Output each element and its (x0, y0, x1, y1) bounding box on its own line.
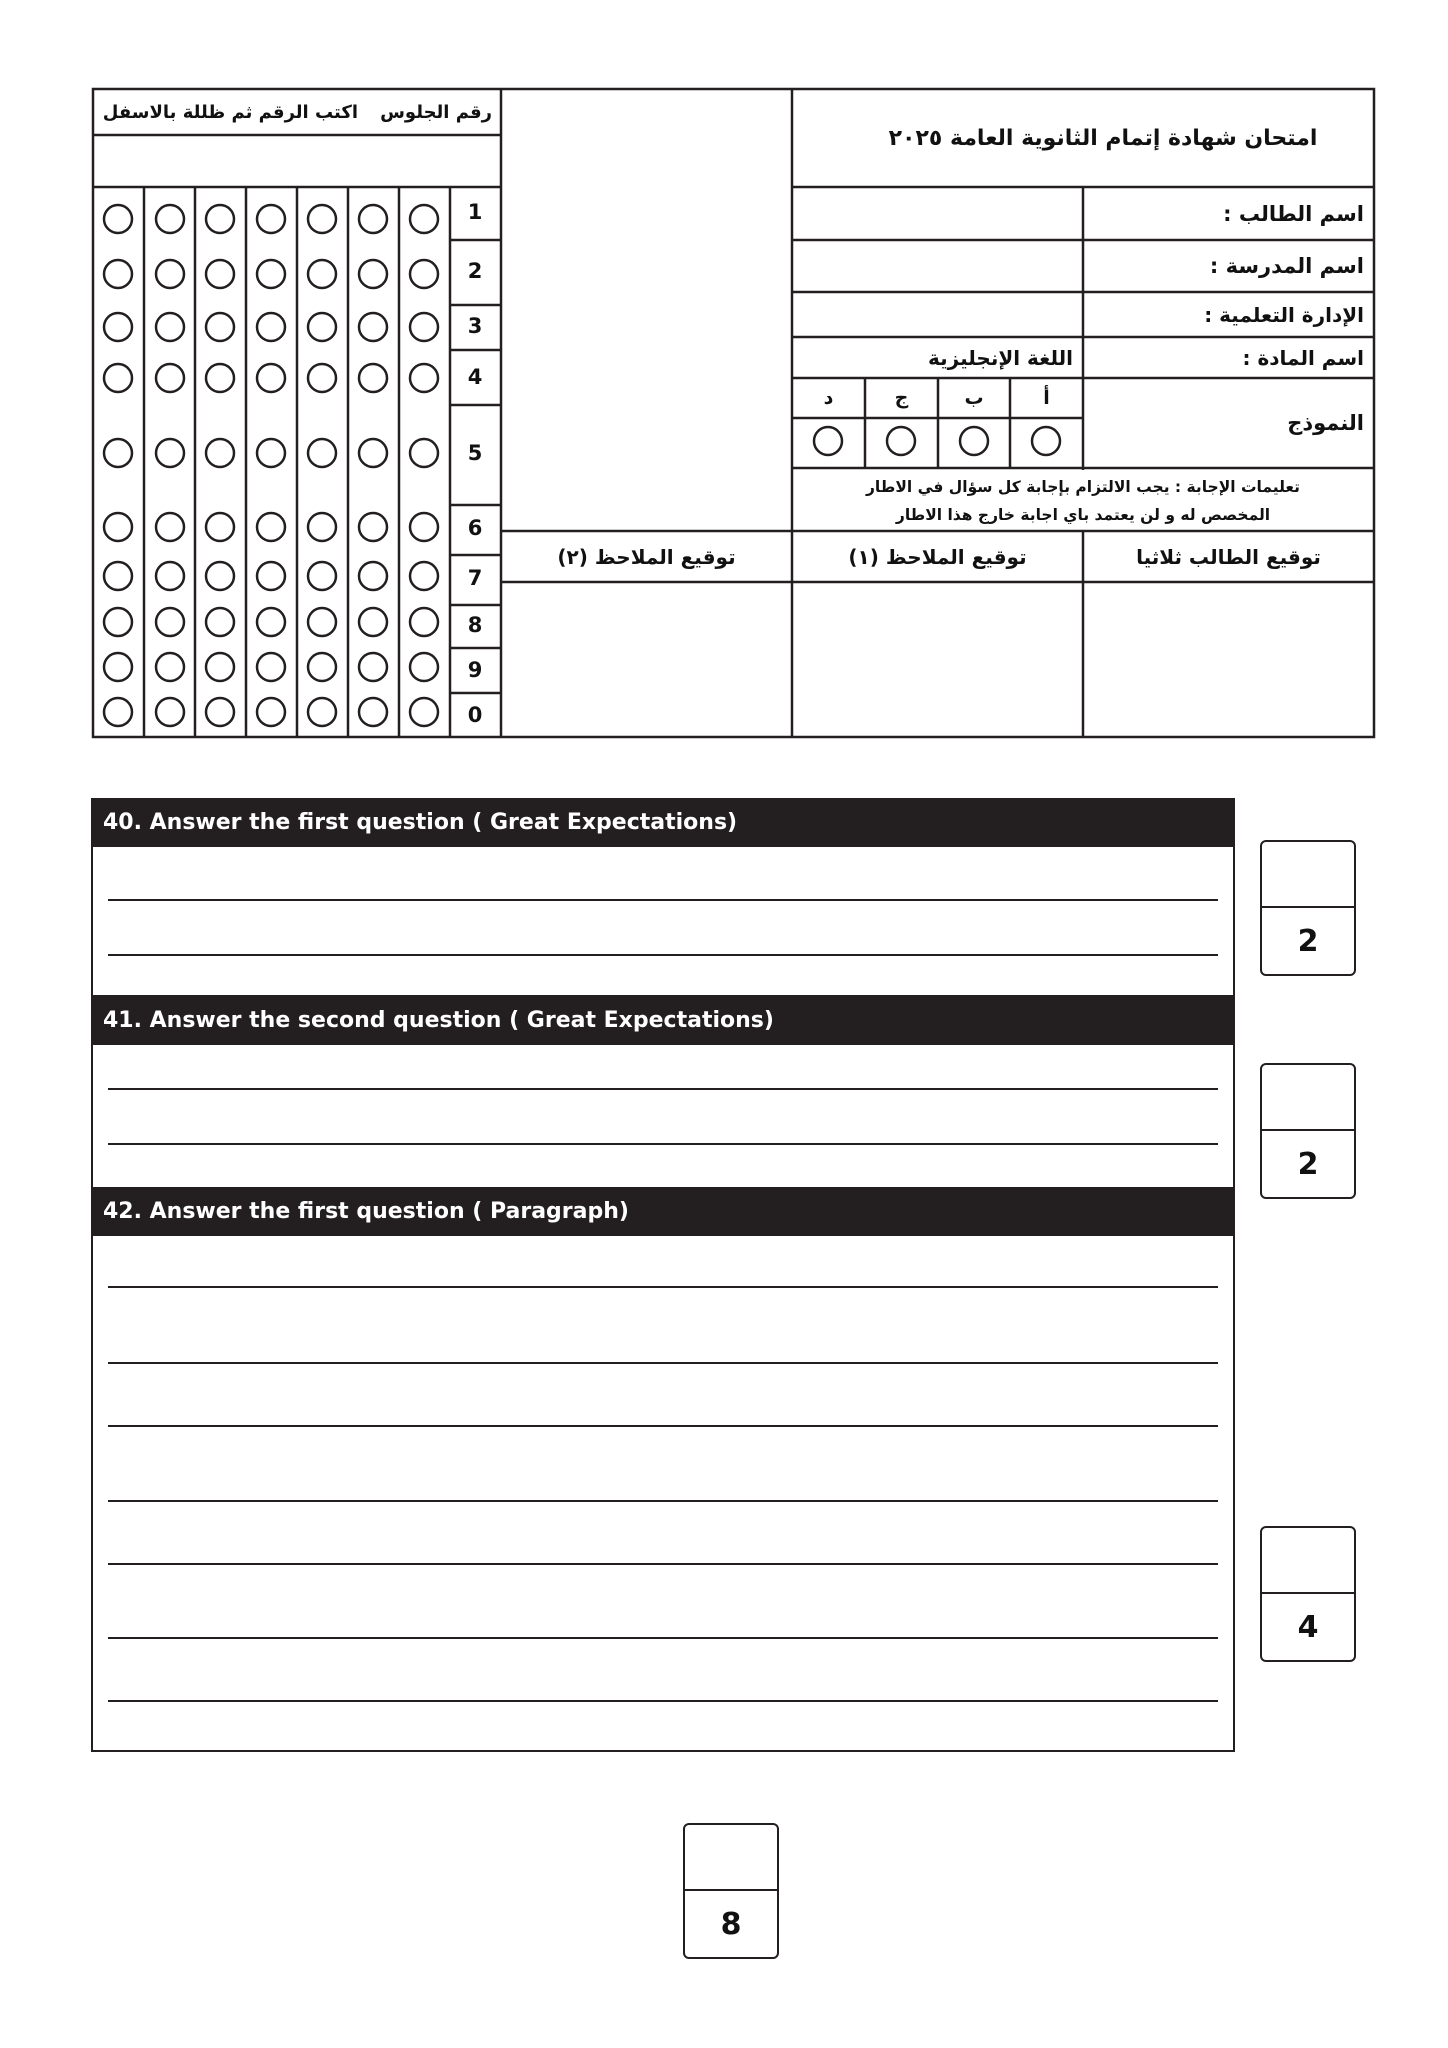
digit-label-0: 0 (467, 703, 483, 727)
seat-bubble[interactable] (308, 205, 336, 233)
seat-bubble[interactable] (104, 562, 132, 590)
seat-bubble[interactable] (257, 260, 285, 288)
total-score: 8 (720, 1906, 742, 1942)
seat-bubble[interactable] (410, 653, 438, 681)
seat-bubble[interactable] (206, 364, 234, 392)
answer-line[interactable] (108, 1088, 1218, 1090)
observer1-signature-field[interactable] (792, 582, 1083, 737)
question-42-header: 42. Answer the first question ( Paragraph) (91, 1187, 1235, 1236)
score-box-q41 (1260, 1063, 1356, 1199)
seat-bubble[interactable] (206, 439, 234, 467)
seat-bubble[interactable] (308, 364, 336, 392)
digit-label-6: 6 (467, 516, 483, 540)
digit-label-2: 2 (467, 259, 483, 283)
student-signature-field[interactable] (1083, 582, 1374, 737)
instructions-line-2: المخصص له و لن يعتمد باي اجابة خارج هذا الاطار (895, 506, 1271, 524)
question-40-header: 40. Answer the first question ( Great Expectations) (91, 798, 1235, 847)
max-score-q41: 2 (1297, 1146, 1319, 1182)
score-box-q40 (1260, 840, 1356, 976)
seat-bubble[interactable] (206, 653, 234, 681)
max-score-q42: 4 (1297, 1609, 1319, 1645)
seat-bubble[interactable] (156, 562, 184, 590)
seat-bubble[interactable] (257, 205, 285, 233)
seat-bubble[interactable] (359, 513, 387, 541)
answer-line[interactable] (108, 1362, 1218, 1364)
answer-line[interactable] (108, 899, 1218, 901)
seat-bubble[interactable] (410, 260, 438, 288)
seat-bubble[interactable] (359, 698, 387, 726)
seat-bubble[interactable] (104, 513, 132, 541)
model-option-b: ب (964, 387, 984, 409)
digit-label-8: 8 (467, 613, 483, 637)
observer2-label: توقيع الملاحظ (٢) (557, 544, 736, 569)
model-bubble-j (887, 427, 915, 455)
score-entry-q42[interactable] (1262, 1528, 1354, 1594)
answer-line[interactable] (108, 1286, 1218, 1288)
digit-label-5: 5 (467, 441, 483, 465)
seat-bubble[interactable] (206, 205, 234, 233)
seat-bubble[interactable] (359, 313, 387, 341)
model-bubble-a (1032, 427, 1060, 455)
seat-bubble[interactable] (359, 260, 387, 288)
answer-line[interactable] (108, 1637, 1218, 1639)
answer-line[interactable] (108, 1563, 1218, 1565)
model-bubble-d (814, 427, 842, 455)
seat-bubble[interactable] (410, 205, 438, 233)
seat-bubble[interactable] (156, 608, 184, 636)
observer1-label: توقيع الملاحظ (١) (848, 544, 1027, 569)
school-name-label: اسم المدرسة : (1209, 254, 1364, 278)
model-option-a: أ (1043, 387, 1050, 409)
seat-bubble[interactable] (104, 260, 132, 288)
student-signature-label: توقيع الطالب ثلاثيا (1136, 544, 1321, 569)
seat-bubble[interactable] (104, 439, 132, 467)
question-41-header: 41. Answer the second question ( Great Expectations) (91, 995, 1235, 1045)
answer-line[interactable] (108, 1143, 1218, 1145)
seat-bubble[interactable] (410, 513, 438, 541)
seat-bubble[interactable] (257, 364, 285, 392)
seat-bubble[interactable] (308, 562, 336, 590)
answer-section (91, 798, 1235, 1752)
seat-bubble[interactable] (359, 562, 387, 590)
digit-label-4: 4 (467, 365, 483, 389)
student-name-field[interactable] (792, 187, 1083, 240)
exam-title: امتحان شهادة إتمام الثانوية العامة ٢٠٢٥ (888, 125, 1318, 151)
seat-bubble[interactable] (308, 608, 336, 636)
seat-bubble[interactable] (104, 364, 132, 392)
seat-bubble[interactable] (104, 313, 132, 341)
total-score-box (683, 1823, 779, 1959)
total-score-entry[interactable] (685, 1825, 777, 1891)
max-score-q40: 2 (1297, 923, 1319, 959)
model-label: النموذج (1287, 411, 1364, 435)
seat-instruction: اكتب الرقم ثم ظللة بالاسفل (102, 101, 358, 123)
seat-bubble[interactable] (156, 260, 184, 288)
school-name-field[interactable] (792, 240, 1083, 292)
seat-bubble[interactable] (104, 608, 132, 636)
model-bubble-b (960, 427, 988, 455)
model-option-d: د (823, 387, 834, 409)
subject-label: اسم المادة : (1242, 345, 1364, 370)
seat-bubble[interactable] (206, 608, 234, 636)
seat-bubble[interactable] (104, 205, 132, 233)
seat-bubble[interactable] (206, 513, 234, 541)
seat-bubble[interactable] (359, 653, 387, 681)
seat-bubble[interactable] (156, 313, 184, 341)
seat-bubble[interactable] (257, 608, 285, 636)
seat-number-label: رقم الجلوس (380, 101, 492, 123)
answer-line[interactable] (108, 1700, 1218, 1702)
seat-bubble[interactable] (359, 608, 387, 636)
seat-bubble[interactable] (257, 313, 285, 341)
answer-line[interactable] (108, 954, 1218, 956)
seat-bubble[interactable] (410, 439, 438, 467)
answer-line[interactable] (108, 1500, 1218, 1502)
seat-bubble[interactable] (156, 653, 184, 681)
seat-bubble[interactable] (156, 513, 184, 541)
subject-value: اللغة الإنجليزية (928, 345, 1073, 370)
score-entry-q40[interactable] (1262, 842, 1354, 908)
seat-bubble[interactable] (206, 313, 234, 341)
seat-bubble[interactable] (359, 205, 387, 233)
seat-bubble[interactable] (308, 653, 336, 681)
score-box-q42 (1260, 1526, 1356, 1662)
seat-bubble[interactable] (308, 513, 336, 541)
student-name-label: اسم الطالب : (1223, 201, 1364, 226)
instructions-line-1: تعليمات الإجابة : يجب الالتزام بإجابة كل سؤال في الاطار (865, 478, 1300, 496)
score-entry-q41[interactable] (1262, 1065, 1354, 1131)
seat-bubble[interactable] (257, 653, 285, 681)
seat-bubble[interactable] (257, 439, 285, 467)
seat-bubble[interactable] (308, 313, 336, 341)
edu-admin-label: الإدارة التعلمية : (1204, 302, 1364, 327)
seat-bubble[interactable] (206, 260, 234, 288)
seat-bubble[interactable] (410, 313, 438, 341)
seat-bubble[interactable] (308, 698, 336, 726)
digit-label-1: 1 (467, 200, 483, 224)
answer-instructions (792, 470, 1374, 531)
seat-bubble[interactable] (410, 364, 438, 392)
edu-admin-field[interactable] (792, 292, 1083, 337)
seat-bubble[interactable] (257, 562, 285, 590)
seat-bubble[interactable] (104, 698, 132, 726)
seat-number-field[interactable] (93, 135, 501, 187)
digit-label-9: 9 (467, 658, 483, 682)
seat-bubble[interactable] (156, 364, 184, 392)
answer-line[interactable] (108, 1425, 1218, 1427)
digit-label-7: 7 (467, 566, 483, 590)
seat-bubble[interactable] (410, 608, 438, 636)
seat-number-bubbles (104, 205, 438, 726)
seat-bubble[interactable] (104, 653, 132, 681)
seat-bubble[interactable] (206, 562, 234, 590)
seat-bubble[interactable] (308, 260, 336, 288)
seat-bubble[interactable] (308, 439, 336, 467)
seat-bubble[interactable] (206, 698, 234, 726)
seat-bubble[interactable] (257, 698, 285, 726)
seat-bubble[interactable] (156, 205, 184, 233)
seat-bubble[interactable] (410, 698, 438, 726)
observer2-signature-field[interactable] (501, 582, 792, 737)
seat-bubble[interactable] (359, 439, 387, 467)
model-option-j: ج (894, 387, 909, 409)
seat-bubble[interactable] (410, 562, 438, 590)
seat-bubble[interactable] (257, 513, 285, 541)
seat-bubble[interactable] (156, 698, 184, 726)
seat-bubble[interactable] (359, 364, 387, 392)
digit-label-3: 3 (467, 314, 483, 338)
seat-bubble[interactable] (156, 439, 184, 467)
